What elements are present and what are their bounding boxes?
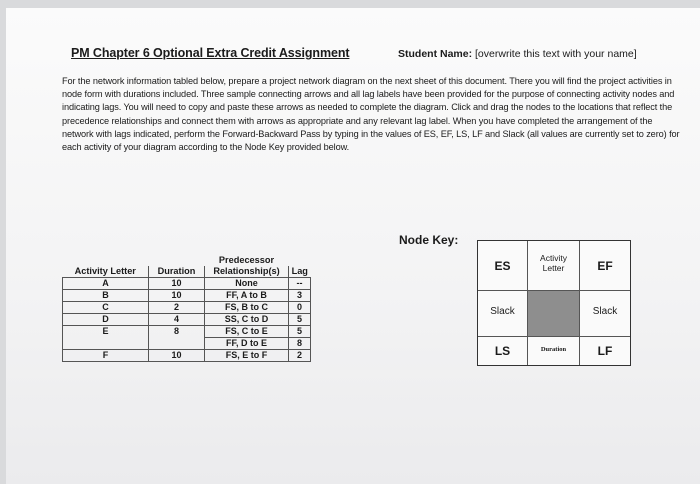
header-lag: Lag: [289, 266, 311, 278]
cell-lag: --: [289, 278, 311, 290]
table-row: [63, 338, 311, 350]
node-key-slack-left: Slack: [490, 306, 515, 317]
node-key-activity-bottom: Letter: [542, 263, 565, 273]
cell-lag: 5: [289, 326, 311, 338]
cell-activity: E: [63, 326, 149, 338]
node-key-activity: [528, 253, 579, 273]
table-header: [63, 266, 311, 278]
header-duration: Duration: [149, 266, 205, 278]
cell-predecessor: None: [205, 278, 289, 290]
network-table: [62, 255, 311, 362]
cell-duration: 10: [149, 278, 205, 290]
table-row: [63, 302, 311, 314]
table-row: [63, 314, 311, 326]
student-name-field[interactable]: [overwrite this text with your name]: [475, 48, 637, 60]
cell-duration: 10: [149, 350, 205, 362]
cell-predecessor: FF, D to E: [205, 338, 289, 350]
table-row: [63, 350, 311, 362]
cell-lag: 8: [289, 338, 311, 350]
student-name-line: [398, 48, 637, 60]
table-header-top: [63, 255, 311, 266]
cell-activity: C: [63, 302, 149, 314]
instructions-paragraph: For the network information tabled below, prepare a project network diagram on the next sheet of this document. There you will find the project activities in node form with durations included. Three sample connecting arrows and all lag labels have been provided for the purpose of connecting activity nodes and indicating lags. You will need to copy and paste these arrows as needed to complete the diagram. Click and drag the nodes to the locations that reflect the precedence relationships and connect them with arrows as appropriate and any relevant lag label. When you have completed the arrangement of the network with lags indicated, perform the Forward-Backward Pass by typing in the values of ES, EF, LS, LF and Slack (all values are currently set to zero) for each activity of your diagram according to the Node Key provided below.: [62, 76, 680, 153]
node-key-activity-top: Activity: [540, 253, 567, 263]
cell-duration: 8: [149, 326, 205, 338]
header-predecessor-bottom: Relationship(s): [205, 266, 289, 278]
cell-lag: 2: [289, 350, 311, 362]
cell-predecessor: FS, E to F: [205, 350, 289, 362]
cell-activity: D: [63, 314, 149, 326]
cell-activity: [63, 338, 149, 350]
node-key-divider: [478, 336, 630, 337]
cell-lag: 0: [289, 302, 311, 314]
cell-duration: 10: [149, 290, 205, 302]
page-title: PM Chapter 6 Optional Extra Credit Assignment: [71, 46, 350, 60]
node-key-ls: LS: [494, 344, 511, 358]
header-activity: Activity Letter: [63, 266, 149, 278]
table-row: [63, 278, 311, 290]
node-key-box: [477, 240, 631, 366]
cell-predecessor: SS, C to D: [205, 314, 289, 326]
cell-duration: [149, 338, 205, 350]
table-row: [63, 326, 311, 338]
cell-duration: 2: [149, 302, 205, 314]
cell-activity: F: [63, 350, 149, 362]
cell-lag: 3: [289, 290, 311, 302]
cell-predecessor: FS, B to C: [205, 302, 289, 314]
header-predecessor-top: Predecessor: [218, 255, 275, 265]
cell-predecessor: FS, C to E: [205, 326, 289, 338]
node-key-ef: EF: [597, 259, 613, 273]
cell-activity: B: [63, 290, 149, 302]
cell-predecessor: FF, A to B: [205, 290, 289, 302]
node-key-center-shaded: [528, 291, 579, 336]
node-key-duration: Duration: [540, 346, 567, 353]
node-key-lf: LF: [597, 344, 613, 358]
cell-activity: A: [63, 278, 149, 290]
cell-duration: 4: [149, 314, 205, 326]
node-key-es: ES: [494, 259, 511, 273]
node-key-slack-right: Slack: [592, 306, 618, 317]
table-row: [63, 290, 311, 302]
student-name-label: Student Name:: [398, 48, 473, 60]
cell-lag: 5: [289, 314, 311, 326]
node-key-label: Node Key:: [399, 233, 459, 247]
